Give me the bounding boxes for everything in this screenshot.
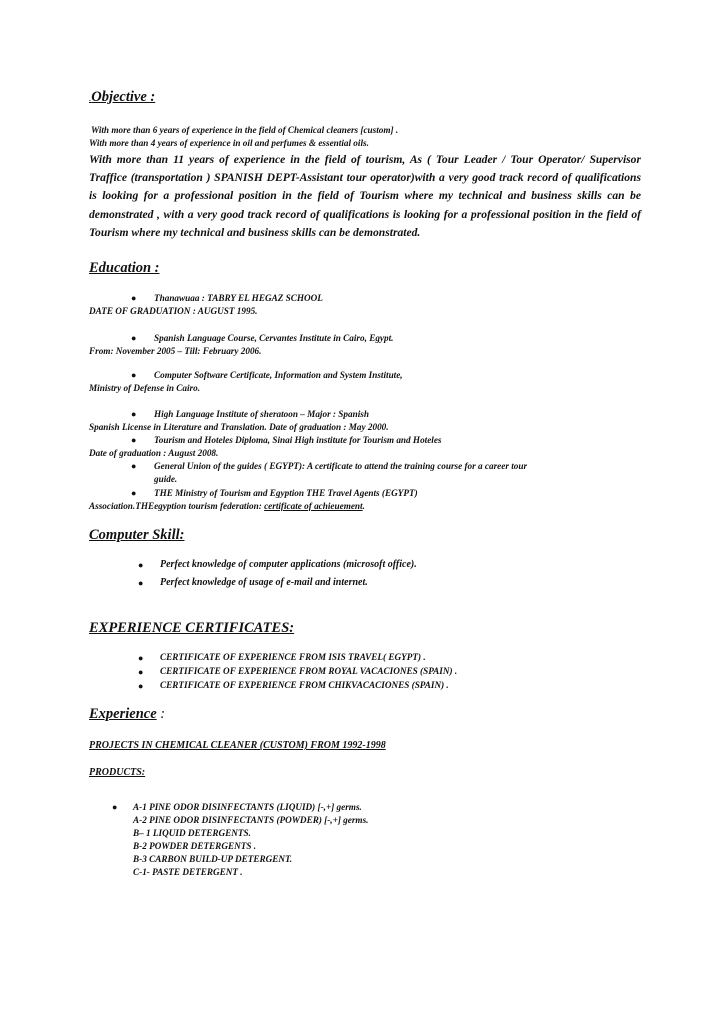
- education-grad-2: Date of graduation : August 2008.: [89, 448, 219, 458]
- product-item-3: B– 1 LIQUID DETERGENTS.: [133, 828, 251, 838]
- education-item-4: High Language Institute of sheratoon – Major : Spanish: [154, 409, 369, 419]
- certificate-link[interactable]: certificate of achieuement: [264, 501, 363, 511]
- bullet-icon: ●: [138, 653, 144, 663]
- education-heading: Education :: [89, 260, 160, 276]
- computer-skill-item-2: Perfect knowledge of usage of e-mail and internet.: [160, 577, 368, 588]
- education-item-3: Computer Software Certificate, Information and System Institute,: [154, 370, 403, 380]
- objective-paragraph: With more than 11 years of experience in the field of tourism, As ( Tour Leader / Tour Operator/ Supervisor Traffice (transportation ) SPANISH DEPT-Assistant tour operator)with a very good track record of qualifications is looking for a professional position in the field of Tourism where my technical and business skills can be demonstrated , with a very good track record of qualifications is looking for a professional position in the field of Tourism where my technical and business skills can be demonstrated.: [89, 153, 641, 239]
- education-license: Spanish License in Literature and Translation. Date of graduation : May 2000.: [89, 422, 389, 432]
- education-item-7: THE Ministry of Tourism and Egyption THE Travel Agents (EGYPT): [154, 488, 418, 498]
- bullet-icon: ●: [131, 333, 137, 343]
- objective-heading: .Objective :: [89, 89, 156, 105]
- computer-skill-heading: Computer Skill:: [89, 527, 185, 543]
- objective-line-1: With more than 6 years of experience in the field of Chemical cleaners [custom] .: [91, 125, 399, 135]
- education-item-6: General Union of the guides ( EGYPT): A certificate to attend the training course for a career tour: [154, 461, 528, 471]
- bullet-icon: ●: [138, 578, 144, 588]
- education-from: From: November 2005 – Till: February 2006.: [89, 346, 262, 356]
- bullet-icon: ●: [138, 560, 144, 570]
- products-heading: PRODUCTS:: [89, 767, 146, 778]
- projects-heading: PROJECTS IN CHEMICAL CLEANER (CUSTOM) FROM 1992-1998: [89, 740, 386, 751]
- education-guide: guide.: [154, 474, 178, 484]
- bullet-icon: ●: [131, 293, 137, 303]
- certificate-item-2: CERTIFICATE OF EXPERIENCE FROM ROYAL VACACIONES (SPAIN) .: [160, 666, 458, 676]
- computer-skill-item-1: Perfect knowledge of computer applications (microsoft office).: [160, 559, 417, 570]
- bullet-icon: ●: [131, 409, 137, 419]
- objective-line-2: With more than 4 years of experience in oil and perfumes & essential oils.: [89, 138, 369, 148]
- certificates-heading: EXPERIENCE CERTIFICATES:: [89, 620, 295, 636]
- product-item-2: A-2 PINE ODOR DISINFECTANTS (POWDER) [-,+] germs.: [133, 815, 369, 825]
- education-ministry: Ministry of Defense in Cairo.: [89, 383, 201, 393]
- education-item-2: Spanish Language Course, Cervantes Institute in Cairo, Egypt.: [154, 333, 394, 343]
- bullet-icon: ●: [131, 461, 137, 471]
- product-item-5: B-3 CARBON BUILD-UP DETERGENT.: [133, 854, 293, 864]
- education-item-5: Tourism and Hoteles Diploma, Sinai High institute for Tourism and Hoteles: [154, 435, 442, 445]
- product-item-4: B-2 POWDER DETERGENTS .: [133, 841, 257, 851]
- education-item-1: Thanawuaa : TABRY EL HEGAZ SCHOOL: [154, 293, 323, 303]
- experience-heading: Experience :: [89, 706, 166, 722]
- bullet-icon: ●: [131, 370, 137, 380]
- bullet-icon: ●: [138, 681, 144, 691]
- bullet-icon: ●: [112, 802, 118, 812]
- bullet-icon: ●: [131, 435, 137, 445]
- product-item-1: A-1 PINE ODOR DISINFECTANTS (LIQUID) [-,+] germs.: [133, 802, 362, 812]
- certificate-item-1: CERTIFICATE OF EXPERIENCE FROM ISIS TRAVEL( EGYPT) .: [160, 652, 426, 662]
- education-association: Association.THEegyption tourism federation: certificate of achieuement.: [89, 501, 365, 511]
- bullet-icon: ●: [131, 488, 137, 498]
- product-item-6: C-1- PASTE DETERGENT .: [133, 867, 243, 877]
- certificate-item-3: CERTIFICATE OF EXPERIENCE FROM CHIKVACACIONES (SPAIN) .: [160, 680, 449, 690]
- education-grad-1: DATE OF GRADUATION : AUGUST 1995.: [89, 306, 258, 316]
- bullet-icon: ●: [138, 667, 144, 677]
